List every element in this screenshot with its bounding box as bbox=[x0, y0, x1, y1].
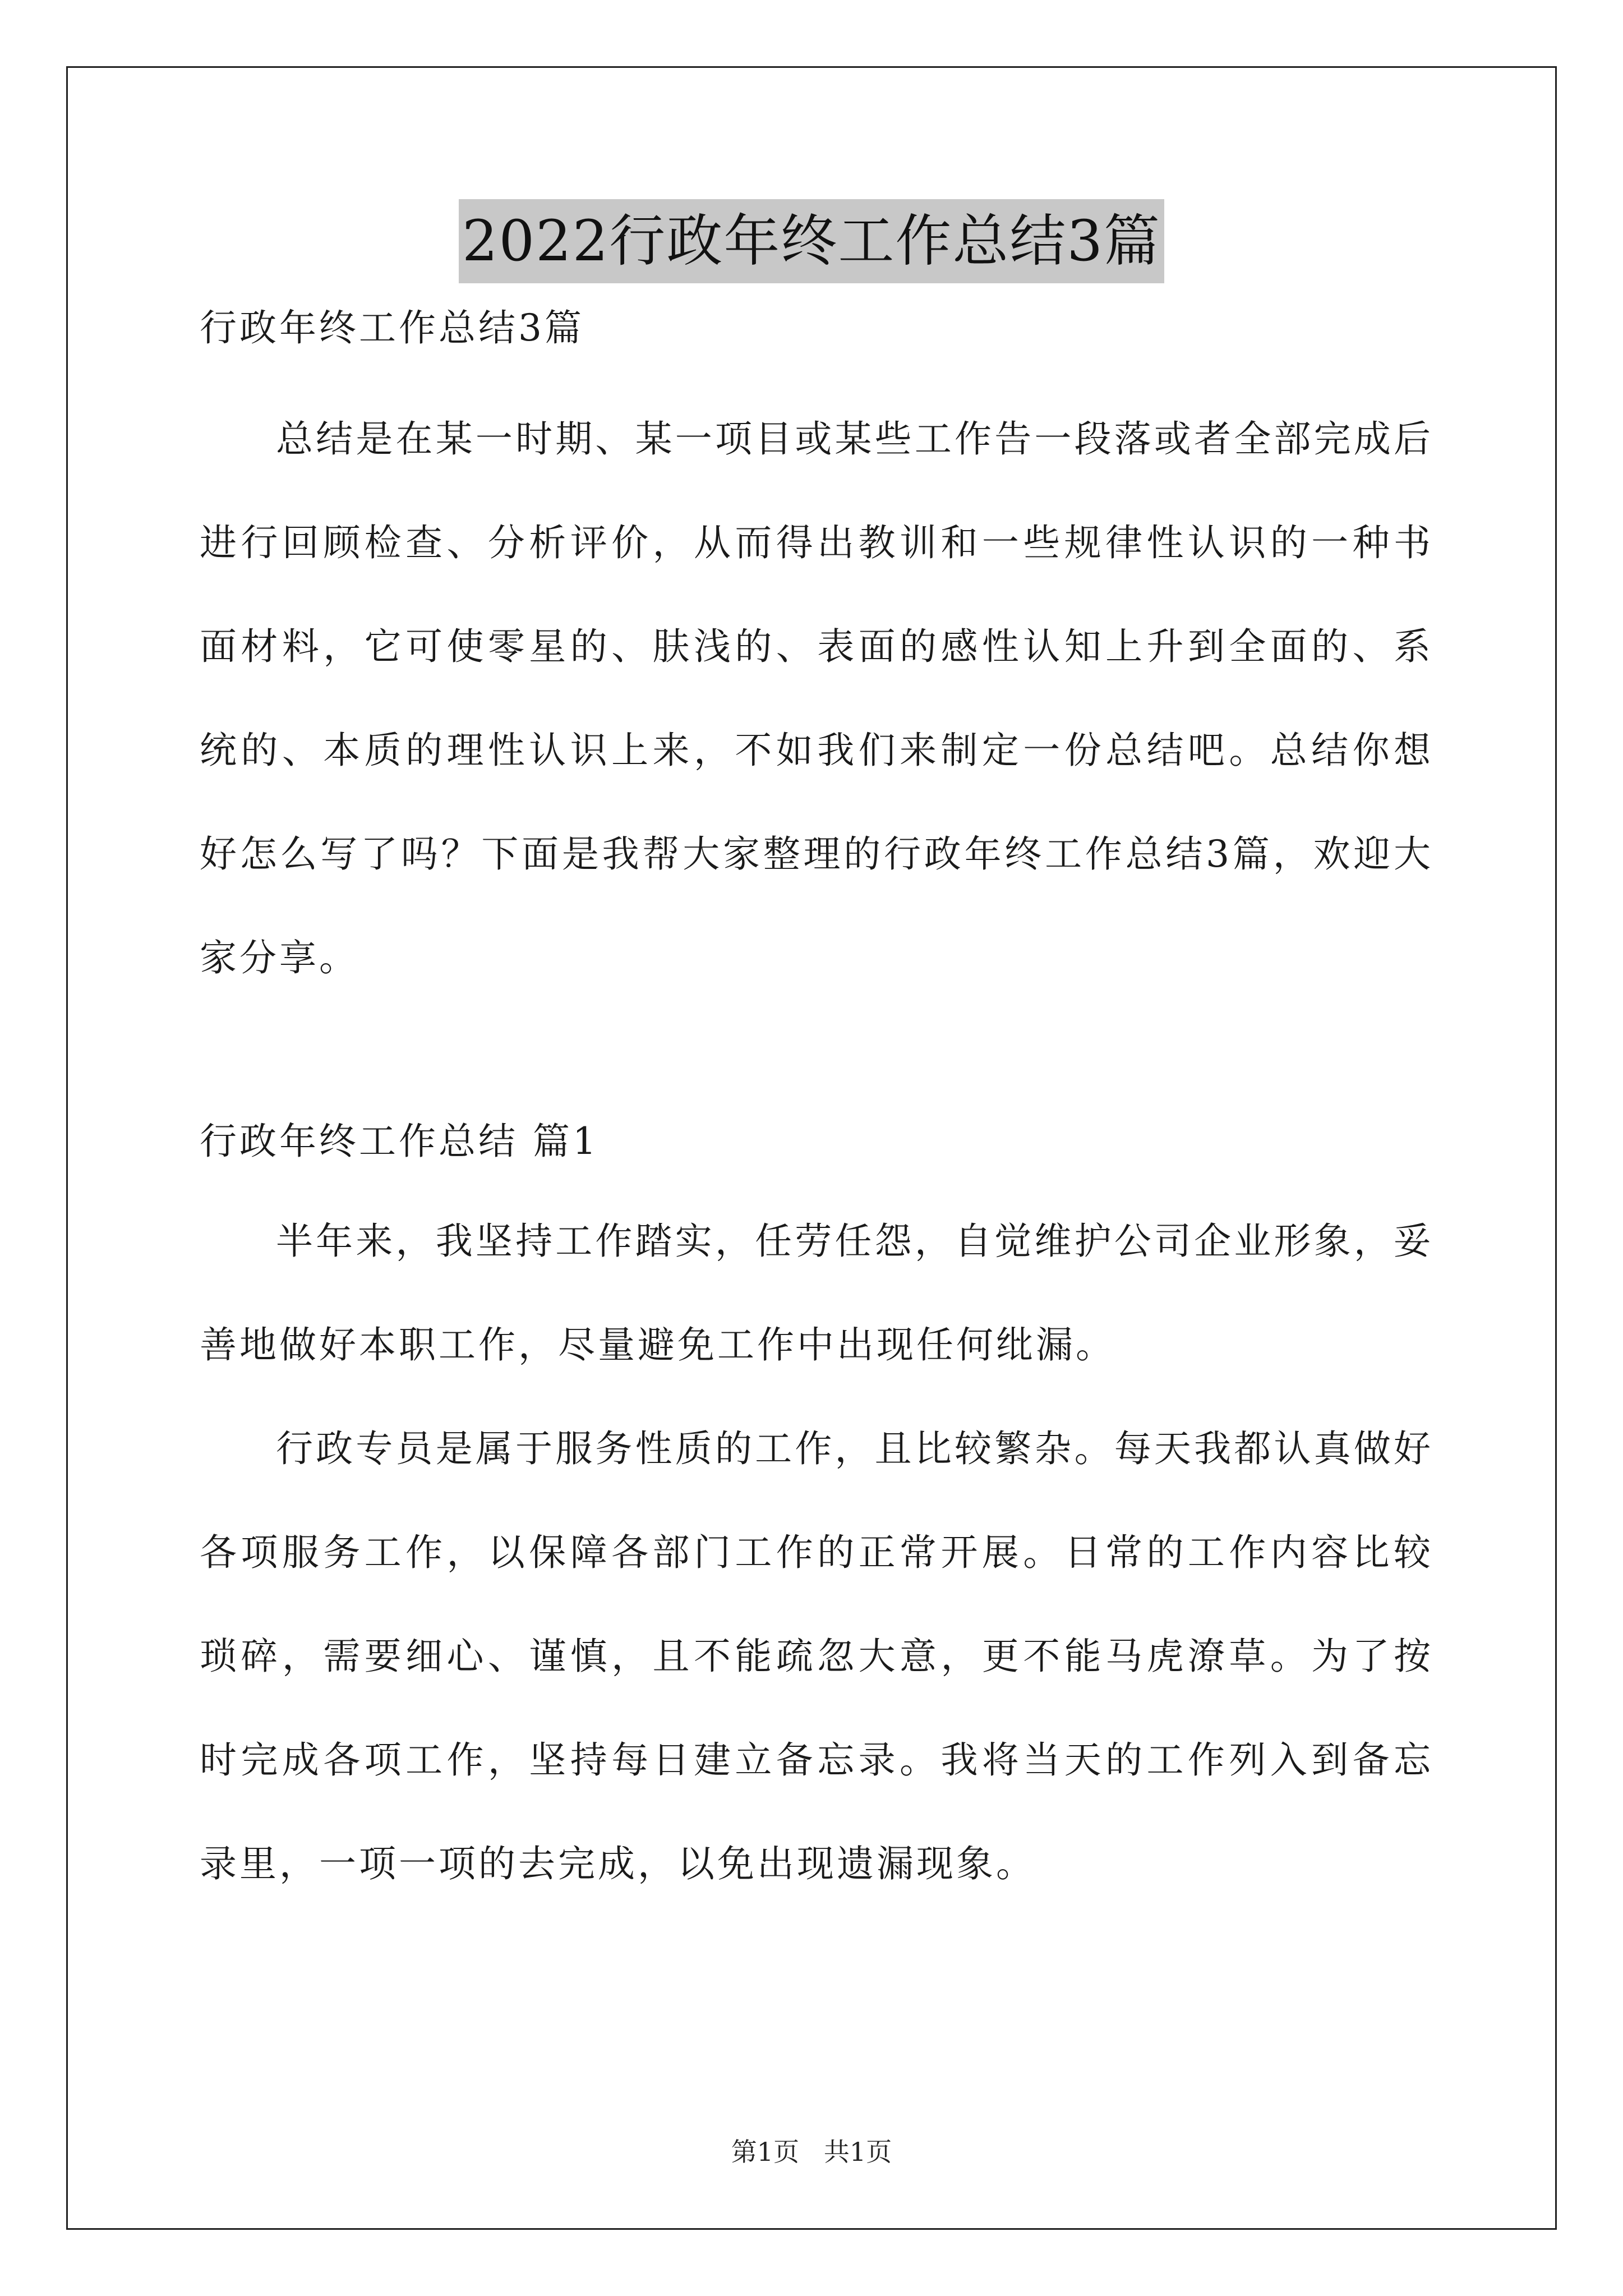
document-subtitle: 行政年终工作总结3篇 bbox=[200, 306, 584, 349]
title-container bbox=[0, 199, 1623, 283]
page-footer: 第1页 共1页 bbox=[731, 2137, 892, 2167]
intro-paragraph: 总结是在某一时期、某一项目或某些工作告一段落或者全部完成后进行回顾检查、分析评价，从而得出教训和一些规律性认识的一种书面材料，它可使零星的、肤浅的、表面的感性认知上升到全面的、系统的、本质的理性认识上来，不如我们来制定一份总结吧。总结你想好怎么写了吗？下面是我帮大家整理的行政年终工作总结3篇，欢迎大家分享。 bbox=[200, 417, 1433, 979]
document-title: 2022行政年终工作总结3篇 bbox=[459, 199, 1164, 283]
section-1-paragraph-2: 行政专员是属于服务性质的工作，且比较繁杂。每天我都认真做好各项服务工作，以保障各部门工作的正常开展。日常的工作内容比较琐碎，需要细心、谨慎，且不能疏忽大意，更不能马虎潦草。为了按时完成各项工作，坚持每日建立备忘录。我将当天的工作列入到备忘录里，一项一项的去完成，以免出现遗漏现象。 bbox=[200, 1427, 1433, 1885]
section-1-heading: 行政年终工作总结 篇1 bbox=[200, 1120, 599, 1163]
document-body bbox=[200, 303, 1433, 1916]
section-1-paragraph-1: 半年来，我坚持工作踏实，任劳任怨，自觉维护公司企业形象，妥善地做好本职工作，尽量避免工作中出现任何纰漏。 bbox=[200, 1220, 1433, 1366]
